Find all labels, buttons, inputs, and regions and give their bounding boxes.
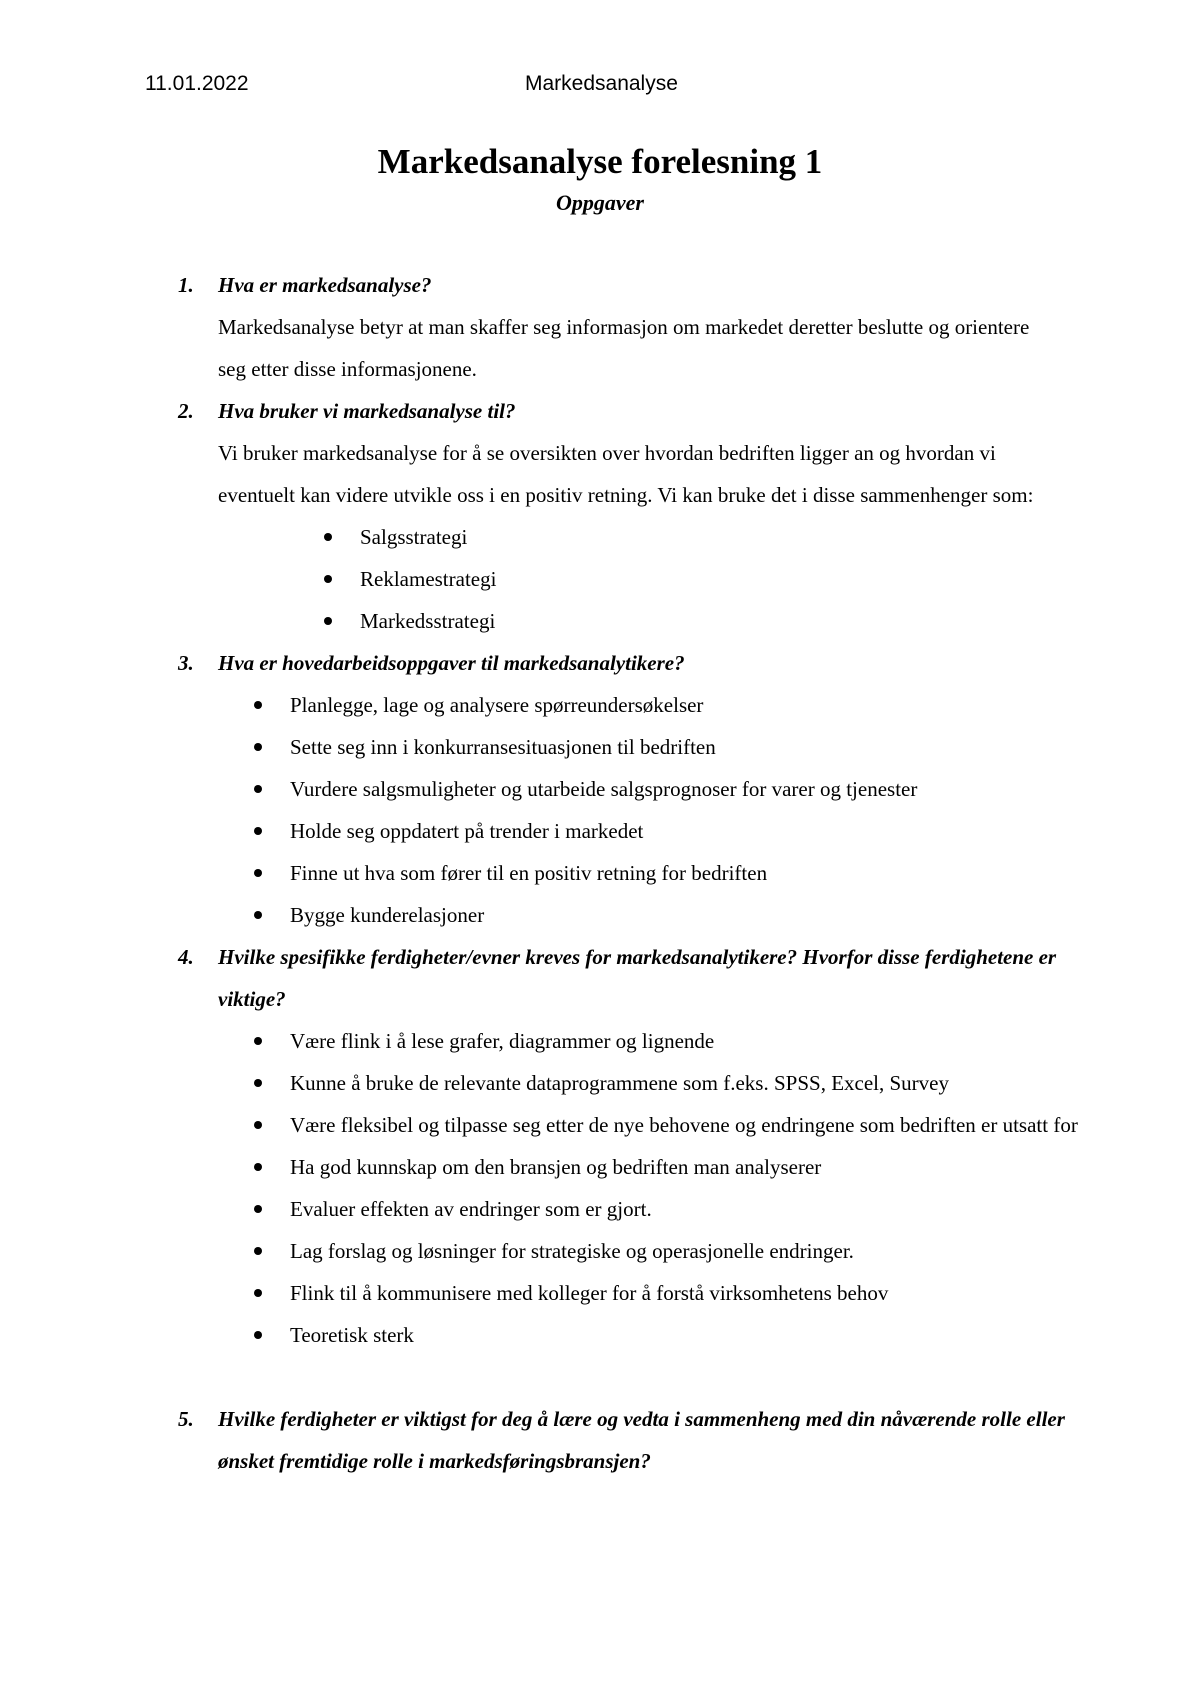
question-number: 5. — [178, 1407, 194, 1431]
question-number: 1. — [178, 273, 194, 297]
list-item — [0, 516, 1200, 558]
question-5 — [0, 1398, 1200, 1482]
list-item-text: Markedsstrategi — [360, 609, 496, 633]
bullet-icon — [324, 575, 332, 583]
bullet-icon — [254, 827, 262, 835]
spacer — [0, 1356, 1200, 1398]
document-body — [0, 264, 1200, 1482]
list-item-text: Lag forslag og løsninger for strategiske og operasjonelle endringer. — [290, 1239, 854, 1263]
question-text: Hva er hovedarbeidsoppgaver til markedsanalytikere? — [218, 651, 685, 675]
answer-2: Vi bruker markedsanalyse for å se oversikten over hvordan bedriften ligger an og hvordan vi eventuelt kan videre utvikle oss i en positiv retning. Vi kan bruke det i disse sammenhenger som: — [218, 441, 1034, 507]
list-item-text: Teoretisk sterk — [290, 1323, 414, 1347]
list-item — [0, 1020, 1200, 1062]
bullet-icon — [254, 1331, 262, 1339]
question-number: 3. — [178, 651, 194, 675]
bullet-icon — [254, 1121, 262, 1129]
list-item-text: Bygge kunderelasjoner — [290, 903, 485, 927]
list-item — [0, 1230, 1200, 1272]
question-number: 4. — [178, 945, 194, 969]
question-1 — [0, 264, 1200, 306]
list-item-text: Evaluer effekten av endringer som er gjort. — [290, 1197, 652, 1221]
list-item — [0, 768, 1200, 810]
page-header — [0, 72, 1200, 102]
list-item — [0, 558, 1200, 600]
answer-1: Markedsanalyse betyr at man skaffer seg informasjon om markedet deretter beslutte og orientere seg etter disse informasjonene. — [218, 315, 1030, 381]
list-item — [0, 810, 1200, 852]
list-item-text: Reklamestrategi — [360, 567, 497, 591]
list-item — [0, 1188, 1200, 1230]
list-item — [0, 1314, 1200, 1356]
question-text: Hvilke ferdigheter er viktigst for deg å lære og vedta i sammenheng med din nåværende rolle eller ønsket fremtidige rolle i markedsføringsbransjen? — [218, 1407, 1065, 1473]
question-4 — [0, 936, 1200, 1020]
question-number: 2. — [178, 399, 194, 423]
list-item-text: Sette seg inn i konkurransesituasjonen til bedriften — [290, 735, 716, 759]
header-subject: Markedsanalyse — [525, 72, 678, 95]
bullet-icon — [324, 617, 332, 625]
list-item — [0, 852, 1200, 894]
bullet-icon — [254, 1205, 262, 1213]
list-item-text: Flink til å kommunisere med kolleger for å forstå virksomhetens behov — [290, 1281, 889, 1305]
list-item — [0, 1146, 1200, 1188]
bullet-icon — [254, 1289, 262, 1297]
list-item-text: Være flink i å lese grafer, diagrammer og lignende — [290, 1029, 715, 1053]
bullet-icon — [254, 1037, 262, 1045]
bullet-icon — [254, 743, 262, 751]
document-subtitle: Oppgaver — [556, 190, 644, 215]
list-item — [0, 726, 1200, 768]
list-item-text: Vurdere salgsmuligheter og utarbeide salgsprognoser for varer og tjenester — [290, 777, 918, 801]
list-item — [0, 894, 1200, 936]
list-item — [0, 684, 1200, 726]
bullet-icon — [254, 1247, 262, 1255]
list-item-text: Være fleksibel og tilpasse seg etter de nye behovene og endringene som bedriften er utsatt for — [290, 1113, 1078, 1137]
bullet-icon — [254, 869, 262, 877]
question-text: Hva er markedsanalyse? — [218, 273, 432, 297]
question-text: Hva bruker vi markedsanalyse til? — [218, 399, 516, 423]
bullet-icon — [324, 533, 332, 541]
bullet-icon — [254, 911, 262, 919]
list-item — [0, 600, 1200, 642]
list-item-text: Finne ut hva som fører til en positiv retning for bedriften — [290, 861, 768, 885]
document-title: Markedsanalyse forelesning 1 — [377, 142, 823, 181]
bullet-icon — [254, 1079, 262, 1087]
list-item — [0, 1272, 1200, 1314]
question-2 — [0, 390, 1200, 432]
list-item — [0, 1062, 1200, 1104]
list-item-text: Salgsstrategi — [360, 525, 468, 549]
list-item-text: Planlegge, lage og analysere spørreundersøkelser — [290, 693, 704, 717]
question-text: Hvilke spesifikke ferdigheter/evner kreves for markedsanalytikere? Hvorfor disse ferdighetene er viktige? — [218, 945, 1057, 1011]
header-date: 11.01.2022 — [145, 72, 249, 95]
question-3 — [0, 642, 1200, 684]
bullet-icon — [254, 785, 262, 793]
bullet-icon — [254, 1163, 262, 1171]
list-item-text: Ha god kunnskap om den bransjen og bedriften man analyserer — [290, 1155, 822, 1179]
list-item — [0, 1104, 1200, 1146]
list-item-text: Holde seg oppdatert på trender i markedet — [290, 819, 644, 843]
list-item-text: Kunne å bruke de relevante dataprogrammene som f.eks. SPSS, Excel, Survey — [290, 1071, 949, 1095]
bullet-icon — [254, 701, 262, 709]
